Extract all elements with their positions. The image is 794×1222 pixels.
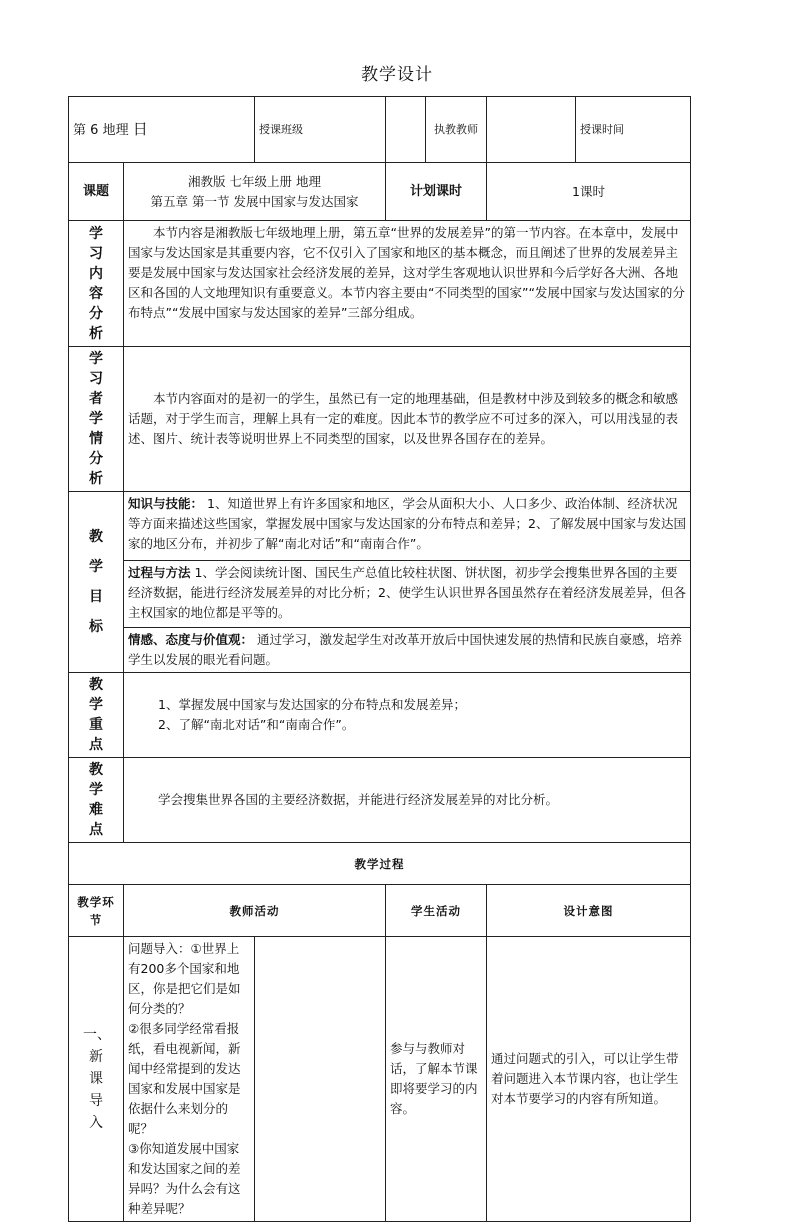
teacher-activity-1: 问题导入：①世界上有200多个国家和地区，你是把它们是如何分类的？ xyxy=(128,941,241,1016)
topic-label: 课题 xyxy=(69,163,124,221)
difficulty-text: 学会搜集世界各国的主要经济数据，并能进行经济发展差异的对比分析。 xyxy=(124,758,691,843)
time-label: 授课时间 xyxy=(576,97,691,163)
col-teacher-header: 教师活动 xyxy=(124,885,386,937)
key-point-1: 1、掌握发展中国家与发达国家的分布特点和发展差异； xyxy=(158,697,466,712)
content-analysis-text: 本节内容是湘教版七年级地理上册，第五章“世界的发展差异”的第一节内容。在本章中，发展中国家与发达国家是其重要内容，它不仅引入了国家和地区的基本概念，而且阐述了世界的发展差异主要是发展中国家与发达国家社会经济发展的差异，这对学生客观地认识世界和今后学好各大洲、各地区和各国的人文地理知识有重要意义。本节内容主要由“不同类型的国家”“发展中国家与发达国家的分布特点”“发展中国家与发达国家的差异”三部分组成。 xyxy=(124,221,691,347)
goal-attitude xyxy=(124,628,691,673)
teacher-label: 执教教师 xyxy=(426,97,487,163)
teacher-activity-2: ②很多同学经常看报纸，看电视新闻，新闻中经常提到的发达国家和发展中国家是依据什么来划分的呢？ xyxy=(128,1021,241,1136)
stage-intro: 一、新课导入 xyxy=(69,937,124,1222)
student-analysis-text: 本节内容面对的是初一的学生，虽然已有一定的地理基础，但是教材中涉及到较多的概念和敏感话题，对于学生而言，理解上具有一定的难度。因此本节的教学应不可过多的深入，可以用浅显的表述、图片、统计表等说明世界上不同类型的国家，以及世界各国存在的差异。 xyxy=(124,347,691,492)
goal-process-title: 过程与方法 xyxy=(128,565,191,580)
class-label: 授课班级 xyxy=(255,97,386,163)
topic-cell xyxy=(124,163,386,221)
subject-label: 地理 xyxy=(102,122,129,138)
lesson-prefix: 第 xyxy=(73,122,87,138)
goal-process-text: 1、学会阅读统计图、国民生产总值比较柱状图、饼状图，初步学会搜集世界各国的主要经济数据，能进行经济发展差异的对比分析；2、使学生认识世界各国虽然存在着经济发展差异，但各主权国家的地位都是平等的。 xyxy=(128,565,686,620)
key-point-2: 2、了解“南北对话”和“南南合作”。 xyxy=(158,717,355,732)
col-student-header: 学生活动 xyxy=(386,885,487,937)
teacher-value xyxy=(487,97,576,163)
lesson-number-cell xyxy=(69,97,255,163)
topic-line-2: 第五章 第一节 发展中国家与发达国家 xyxy=(150,193,359,209)
document-title: 教学设计 xyxy=(361,65,433,85)
goal-knowledge-title: 知识与技能： xyxy=(128,496,204,511)
lesson-number: 6 xyxy=(90,122,99,138)
process-title: 教学过程 xyxy=(69,843,691,885)
goal-attitude-text: 通过学习，激发起学生对改革开放后中国快速发展的热情和民族自豪感，培养学生以发展的眼光看问题。 xyxy=(128,632,682,667)
teacher-activity-3: ③你知道发展中国家和发达国家之间的差异吗？为什么会有这种差异呢？ xyxy=(128,1141,241,1216)
goal-attitude-title: 情感、态度与价值观： xyxy=(128,632,254,647)
key-points-cell xyxy=(124,673,691,758)
col-design-header: 设计意图 xyxy=(487,885,691,937)
content-analysis-label: 学习内容分析 xyxy=(69,221,124,347)
teacher-activity-extra xyxy=(255,937,386,1222)
goal-knowledge xyxy=(124,492,691,561)
lesson-plan-table xyxy=(68,96,691,1222)
student-activity: 参与与教师对话，了解本节课即将要学习的内容。 xyxy=(386,937,487,1222)
topic-line-1: 湘教版 七年级上册 地理 xyxy=(188,173,321,189)
suffix-label: 日 xyxy=(132,119,148,138)
class-value xyxy=(386,97,426,163)
teaching-goals-label: 教学目标 xyxy=(69,492,124,673)
design-intent: 通过问题式的引入，可以让学生带着问题进入本节课内容，也让学生对本节要学习的内容有所知道。 xyxy=(487,937,691,1222)
key-points-label: 教学重点 xyxy=(69,673,124,758)
goal-process xyxy=(124,561,691,628)
plan-hours-label: 计划课时 xyxy=(386,163,487,221)
student-analysis-label: 学习者学情分析 xyxy=(69,347,124,492)
plan-hours-value: 1课时 xyxy=(487,163,691,221)
difficulty-label: 教学难点 xyxy=(69,758,124,843)
goal-knowledge-text: 1、知道世界上有许多国家和地区，学会从面积大小、人口多少、政治体制、经济状况等方面来描述这些国家，掌握发展中国家与发达国家的分布特点和差异；2、了解发展中国家与发达国家的地区分布，并初步了解“南北对话”和“南南合作”。 xyxy=(128,496,686,551)
teacher-activity-cell xyxy=(124,937,255,1222)
col-stage-header: 教学环节 xyxy=(69,885,124,937)
